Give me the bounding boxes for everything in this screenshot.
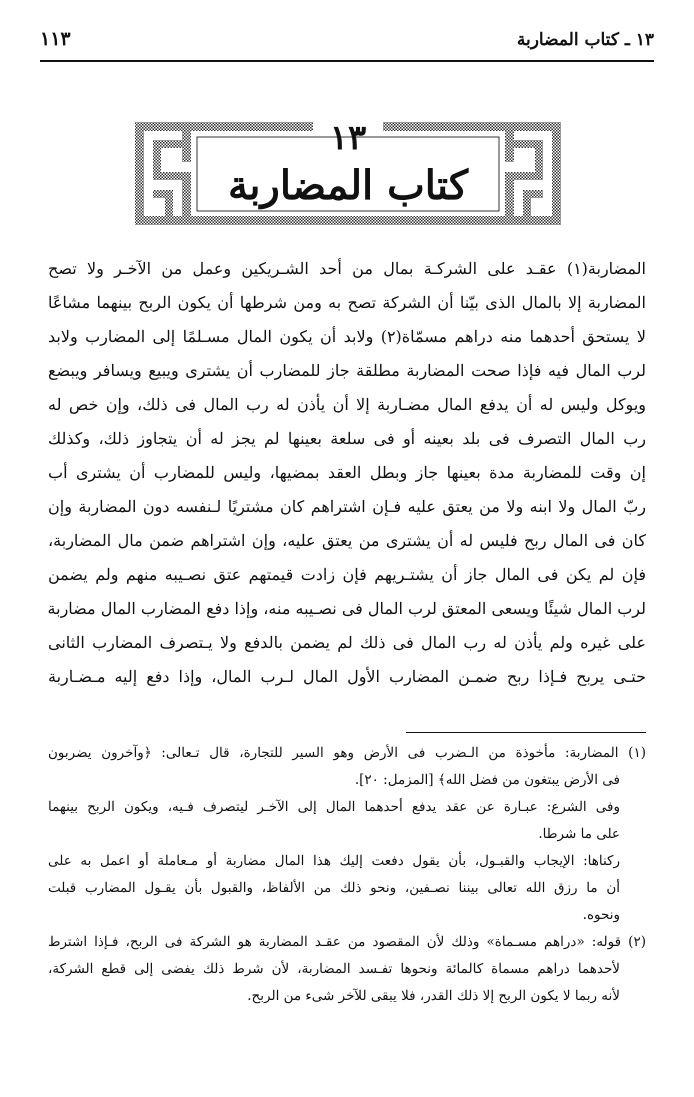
footnote-line: ونحوه.	[582, 907, 620, 923]
main-text	[48, 252, 646, 694]
text-line: لا يستحق أحدهما منه دراهم مسمّاة(٢) ولابد أن يكون المال مسـلمًا إلى المضارب ولابد	[48, 327, 646, 346]
text-line: رب المال التصرف فى بلد بعينه أو فى سلعة بعينها لم يجز له أن يتجاوز ذلك، وكذلك	[48, 429, 646, 448]
text-line: المضاربة إلا بالمال الذى بيّنا أن الشركة تصح به ومن شرطها أن يكون الربح بينهما مشاعًا	[48, 293, 646, 312]
footnote-line: على ما شرطا.	[538, 826, 620, 842]
text-line: كان فى المال ربح فليس له أن يشترى من يعتق عليه، وإن اشتراهم ضمن مال المضاربة،	[48, 531, 646, 550]
footnote-line: (٢) قوله: «دراهم مسـماة» وذلك لأن المقصود من عقـد المضاربة هو الشركة فى الربح، فـإذا اشترط	[48, 934, 646, 950]
page-header	[40, 26, 654, 56]
text-line: إن وقت للمضاربة مدة بعينها جاز وبطل العقد بمضيها، وليس للمضارب أن يشترى أب	[48, 463, 646, 482]
footnotes	[48, 740, 646, 1010]
footnote-line: لأحدهما دراهم مسماة كالمائة ونحوها تفـسد المضاربة، لأن شرط ذلك يفضى إلى قطع الشركة،	[48, 961, 620, 977]
chapter-title: كتاب المضاربة	[227, 162, 469, 209]
footnote-line: ركناها: الإيجاب والقبـول، بأن يقول دفعت إليك هذا المال مضاربة أو مـعاملة أو اعمل به على	[48, 853, 620, 869]
chapter-number: ١٣	[329, 118, 367, 158]
footnote-line: أن ما رزق الله تعالى بيننا نصـفين، ونحو ذلك من الألفاظ، والقبول بأن يقـول المضارب قبلت	[48, 880, 620, 896]
text-line: حتـى يربح فـإذا ربح ضمـن المضارب الأول المال لـرب المال، وإذا دفع إليه مـضـاربة	[48, 667, 646, 686]
footnote-separator	[406, 732, 646, 733]
text-line: على غيره ولم يأذن له رب المال فى ذلك لم يضمن بالدفع ولا يـتصرف المضارب الثانى	[48, 633, 646, 652]
text-line: فإن لم يكن فى المال جاز أن يشتـريهم فإن زادت قيمتهم عتق نصـيبه منهم ولم يضمن	[48, 565, 646, 584]
header-rule	[40, 60, 654, 62]
footnote-line: وفى الشرع: عبـارة عن عقد يدفع أحدهما المال إلى الآخـر ليتصرف فـيه، ويكون الربح بينهما	[48, 799, 620, 815]
text-line: لرب المال فيه فإذا صحت المضاربة مطلقة جاز للمضارب أن يشترى ويبيع ويسافر ويبضع	[48, 361, 646, 380]
text-line: ربّ المال ولا ابنه ولا من يعتق عليه فـإن اشتراهم كان مشتريًا لـنفسه دون المضاربة وإن	[48, 497, 646, 516]
text-line: لرب المال شيئًا ويسعى المعتق لرب المال فى نصـيبه منه، وإذا دفع المضارب المال مضاربة	[48, 599, 646, 618]
footnote-line: فى الأرض يبتغون من فضل الله﴾ [المزمل: ٢٠].	[354, 772, 620, 788]
page-number: ١١٣	[40, 28, 71, 50]
chapter-title-ornament	[133, 118, 563, 230]
text-line: المضاربة(١) عقـد على الشركـة بمال من أحد الشـريكين وعمل من الآخـر ولا تصح	[48, 259, 646, 278]
text-line: ويوكل وليس له أن يدفع المال مضـاربة إلا أن يأذن له رب المال فى ذلك، وإن خص له	[48, 395, 646, 414]
footnote-line: لأنه ربما لا يكون الربح إلا ذلك القدر، فلا يبقى للآخر شىء من الربح.	[247, 988, 620, 1004]
running-chapter-title: ١٣ ـ كتاب المضاربة	[516, 30, 654, 50]
footnote-line: (١) المضاربة: مأخوذة من الـضرب فى الأرض وهو السير للتجارة، قال تـعالى: ﴿وآخرون يضربون	[48, 745, 646, 761]
